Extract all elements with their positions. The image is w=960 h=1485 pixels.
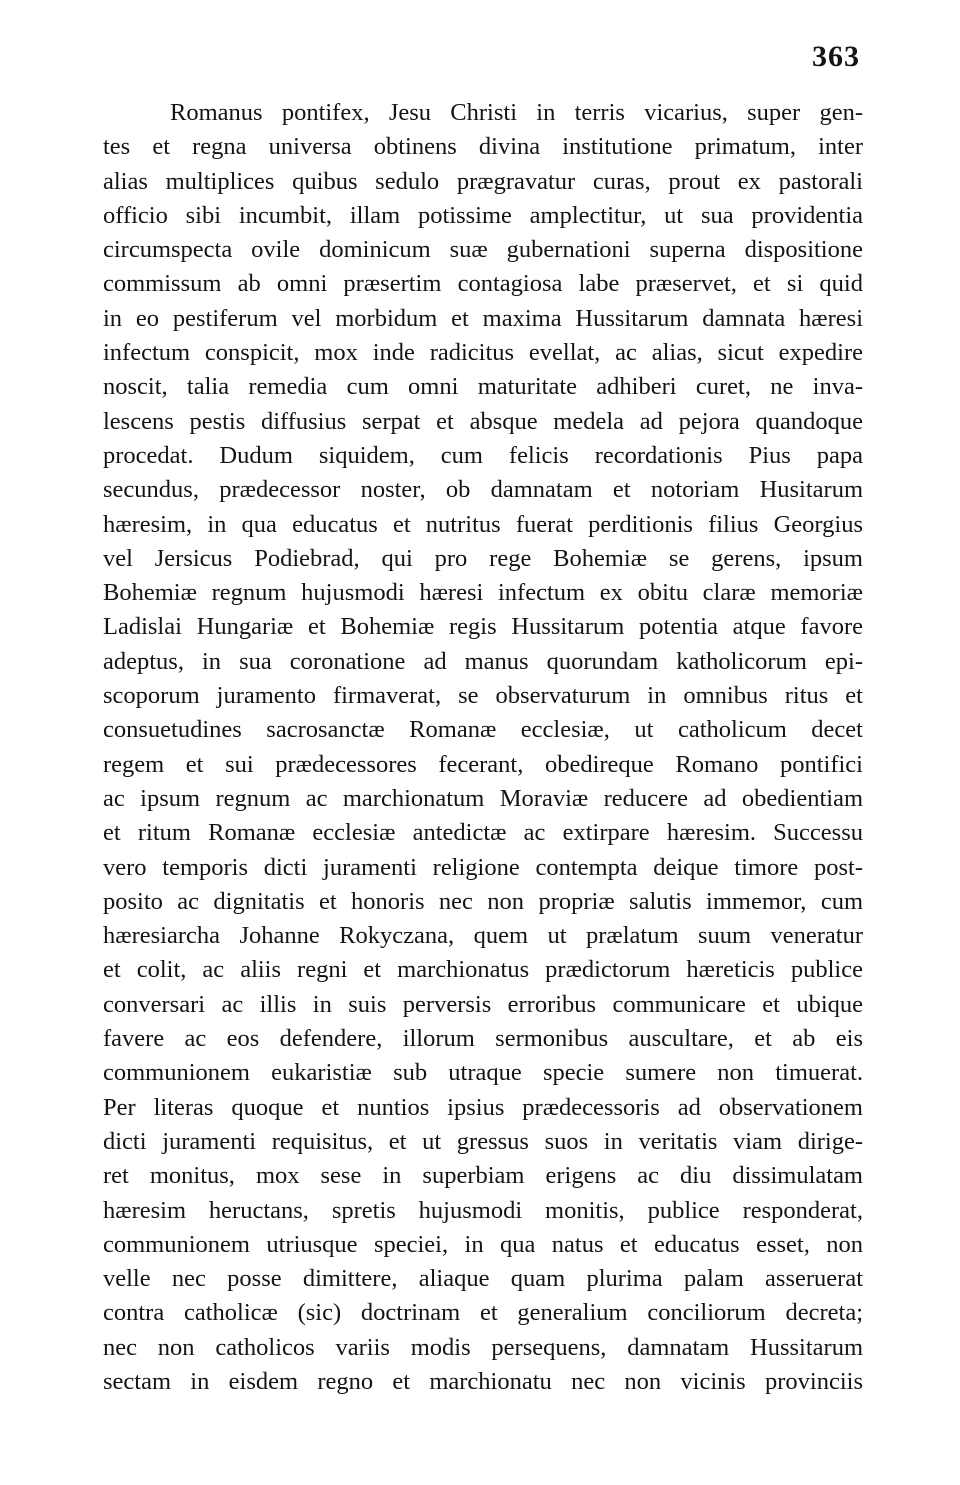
- text-line: Per literas quoque et nuntios ipsius prædecessoris ad observationem: [103, 1093, 863, 1121]
- text-line: ac ipsum regnum ac marchionatum Moraviæ reducere ad obedientiam: [103, 784, 863, 812]
- text-line: conversari ac illis in suis perversis erroribus communicare et ubique: [103, 990, 863, 1018]
- text-line: hæresiarcha Johanne Rokyczana, quem ut prælatum suum veneratur: [103, 922, 863, 950]
- text-line: nec non catholicos variis modis persequens, damnatam Hussitarum: [103, 1333, 863, 1361]
- text-line: vero temporis dicti juramenti religione contempta deique timore post-: [103, 853, 863, 881]
- text-line: in eo pestiferum vel morbidum et maxima Hussitarum damnata hæresi: [103, 304, 863, 332]
- text-line: communionem utriusque speciei, in qua natus et educatus esset, non: [103, 1230, 863, 1258]
- text-line: procedat. Dudum siquidem, cum felicis recordationis Pius papa: [103, 441, 863, 469]
- text-line: adeptus, in sua coronatione ad manus quorundam katholicorum epi-: [103, 647, 863, 675]
- text-line: et ritum Romanæ ecclesiæ antedictæ ac extirpare hæresim. Successu: [103, 819, 863, 847]
- text-line: Ladislai Hungariæ et Bohemiæ regis Hussitarum potentia atque favore: [103, 613, 863, 641]
- text-line: et colit, ac aliis regni et marchionatus prædictorum hæreticis publice: [103, 956, 863, 984]
- text-line: tes et regna universa obtinens divina institutione primatum, inter: [103, 133, 863, 161]
- text-line: posito ac dignitatis et honoris nec non propriæ salutis immemor, cum: [103, 887, 863, 915]
- text-line: officio sibi incumbit, illam potissime amplectitur, ut sua providentia: [103, 201, 863, 229]
- text-line: alias multiplices quibus sedulo prægravatur curas, prout ex pastorali: [103, 167, 863, 195]
- text-line: contra catholicæ (sic) doctrinam et generalium conciliorum decreta;: [103, 1299, 863, 1327]
- text-line: infectum conspicit, mox inde radicitus evellat, ac alias, sicut expedire: [103, 339, 863, 367]
- text-line: consuetudines sacrosanctæ Romanæ ecclesiæ, ut catholicum decet: [103, 716, 863, 744]
- text-line: hæresim, in qua educatus et nutritus fuerat perditionis filius Georgius: [103, 510, 863, 538]
- text-line: velle nec posse dimittere, aliaque quam plurima palam asseruerat: [103, 1265, 863, 1293]
- text-line: dicti juramenti requisitus, et ut gressus suos in veritatis viam dirige-: [103, 1127, 863, 1155]
- text-line: Bohemiæ regnum hujusmodi hæresi infectum ex obitu claræ memoriæ: [103, 579, 863, 607]
- body-text: [103, 96, 863, 1399]
- text-line: secundus, prædecessor noster, ob damnatam et notoriam Husitarum: [103, 476, 863, 504]
- page-number: 363: [812, 40, 860, 73]
- text-line: Romanus pontifex, Jesu Christi in terris vicarius, super gen-: [170, 99, 863, 126]
- text-line: ret monitus, mox sese in superbiam erigens ac diu dissimulatam: [103, 1162, 863, 1190]
- text-line: lescens pestis diffusius serpat et absque medela ad pejora quandoque: [103, 407, 863, 435]
- text-line: circumspecta ovile dominicum suæ gubernationi superna dispositione: [103, 236, 863, 264]
- text-line: sectam in eisdem regno et marchionatu nec non vicinis provinciis: [103, 1367, 863, 1395]
- text-line: favere ac eos defendere, illorum sermonibus auscultare, et ab eis: [103, 1025, 863, 1053]
- text-line: noscit, talia remedia cum omni maturitate adhiberi curet, ne inva-: [103, 373, 863, 401]
- text-line: commissum ab omni præsertim contagiosa labe præservet, et si quid: [103, 270, 863, 298]
- text-line: vel Jersicus Podiebrad, qui pro rege Bohemiæ se gerens, ipsum: [103, 544, 863, 572]
- text-line: scoporum juramento firmaverat, se observaturum in omnibus ritus et: [103, 682, 863, 710]
- text-line: hæresim heructans, spretis hujusmodi monitis, publice responderat,: [103, 1196, 863, 1224]
- text-line: communionem eukaristiæ sub utraque specie sumere non timuerat.: [103, 1059, 863, 1087]
- text-line: regem et sui prædecessores fecerant, obedireque Romano pontifici: [103, 750, 863, 778]
